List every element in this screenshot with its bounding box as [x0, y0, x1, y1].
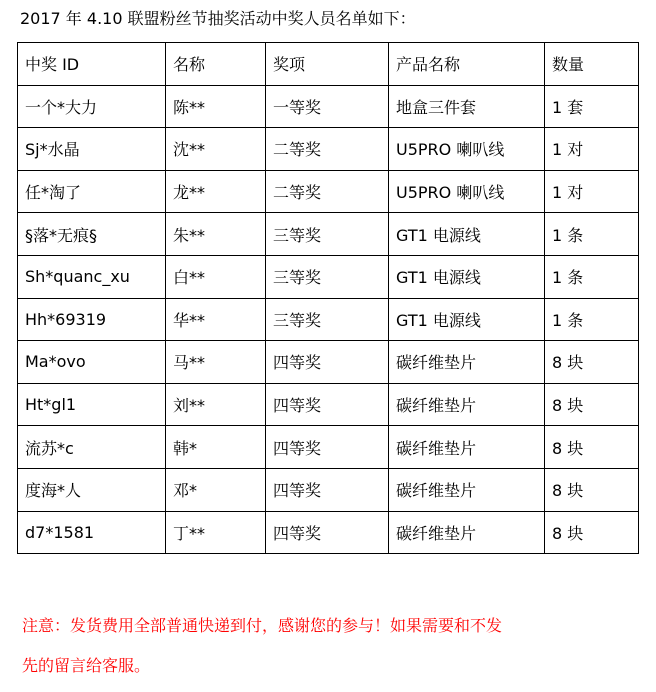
notice-line-2: 先的留言给客服。 [22, 656, 151, 675]
header-product: 产品名称 [389, 43, 545, 86]
table-row [18, 85, 639, 128]
cell-name: 马** [166, 341, 266, 384]
cell-quantity: 1 对 [545, 128, 639, 171]
cell-winner-id: 流苏*c [18, 426, 166, 469]
shipping-notice [22, 606, 642, 686]
cell-name: 白** [166, 255, 266, 298]
table-row [18, 426, 639, 469]
cell-winner-id: Ma*ovo [18, 341, 166, 384]
cell-prize: 四等奖 [266, 426, 389, 469]
cell-winner-id: 一个*大力 [18, 85, 166, 128]
cell-winner-id: Ht*gl1 [18, 383, 166, 426]
cell-name: 陈** [166, 85, 266, 128]
cell-prize: 四等奖 [266, 468, 389, 511]
cell-quantity: 8 块 [545, 426, 639, 469]
cell-winner-id: 任*淘了 [18, 170, 166, 213]
header-prize: 奖项 [266, 43, 389, 86]
cell-product: 碳纤维垫片 [389, 341, 545, 384]
cell-winner-id: Sj*水晶 [18, 128, 166, 171]
table-row [18, 383, 639, 426]
table-row [18, 170, 639, 213]
cell-quantity: 1 对 [545, 170, 639, 213]
table-row [18, 213, 639, 256]
cell-quantity: 1 条 [545, 213, 639, 256]
cell-product: 碳纤维垫片 [389, 426, 545, 469]
cell-name: 刘** [166, 383, 266, 426]
cell-prize: 二等奖 [266, 128, 389, 171]
cell-quantity: 8 块 [545, 383, 639, 426]
cell-product: GT1 电源线 [389, 213, 545, 256]
cell-product: GT1 电源线 [389, 298, 545, 341]
cell-quantity: 1 条 [545, 298, 639, 341]
winners-table [17, 42, 639, 554]
cell-winner-id: Hh*69319 [18, 298, 166, 341]
cell-product: U5PRO 喇叭线 [389, 128, 545, 171]
cell-winner-id: d7*1581 [18, 511, 166, 554]
cell-name: 邓* [166, 468, 266, 511]
table-row [18, 128, 639, 171]
cell-prize: 三等奖 [266, 213, 389, 256]
table-row [18, 255, 639, 298]
cell-product: 碳纤维垫片 [389, 511, 545, 554]
cell-quantity: 1 套 [545, 85, 639, 128]
cell-prize: 一等奖 [266, 85, 389, 128]
header-name: 名称 [166, 43, 266, 86]
cell-winner-id: 度海*人 [18, 468, 166, 511]
cell-winner-id: §落*无痕§ [18, 213, 166, 256]
header-quantity: 数量 [545, 43, 639, 86]
cell-prize: 二等奖 [266, 170, 389, 213]
table-row [18, 341, 639, 384]
cell-name: 沈** [166, 128, 266, 171]
cell-product: 碳纤维垫片 [389, 468, 545, 511]
cell-prize: 三等奖 [266, 255, 389, 298]
header-winner-id: 中奖 ID [18, 43, 166, 86]
table-header-row [18, 43, 639, 86]
cell-name: 龙** [166, 170, 266, 213]
table-row [18, 511, 639, 554]
cell-name: 华** [166, 298, 266, 341]
cell-quantity: 8 块 [545, 468, 639, 511]
cell-quantity: 8 块 [545, 511, 639, 554]
cell-product: 碳纤维垫片 [389, 383, 545, 426]
cell-prize: 四等奖 [266, 511, 389, 554]
cell-product: U5PRO 喇叭线 [389, 170, 545, 213]
cell-prize: 三等奖 [266, 298, 389, 341]
cell-product: GT1 电源线 [389, 255, 545, 298]
cell-quantity: 1 条 [545, 255, 639, 298]
table-row [18, 468, 639, 511]
page-title: 2017 年 4.10 联盟粉丝节抽奖活动中奖人员名单如下： [20, 9, 416, 28]
cell-product: 地盒三件套 [389, 85, 545, 128]
cell-prize: 四等奖 [266, 383, 389, 426]
cell-name: 朱** [166, 213, 266, 256]
cell-winner-id: Sh*quanc_xu [18, 255, 166, 298]
notice-line-1: 注意：发货费用全部普通快递到付，感谢您的参与！如果需要和不发 [22, 616, 503, 635]
cell-name: 韩* [166, 426, 266, 469]
cell-name: 丁** [166, 511, 266, 554]
cell-quantity: 8 块 [545, 341, 639, 384]
cell-prize: 四等奖 [266, 341, 389, 384]
table-row [18, 298, 639, 341]
